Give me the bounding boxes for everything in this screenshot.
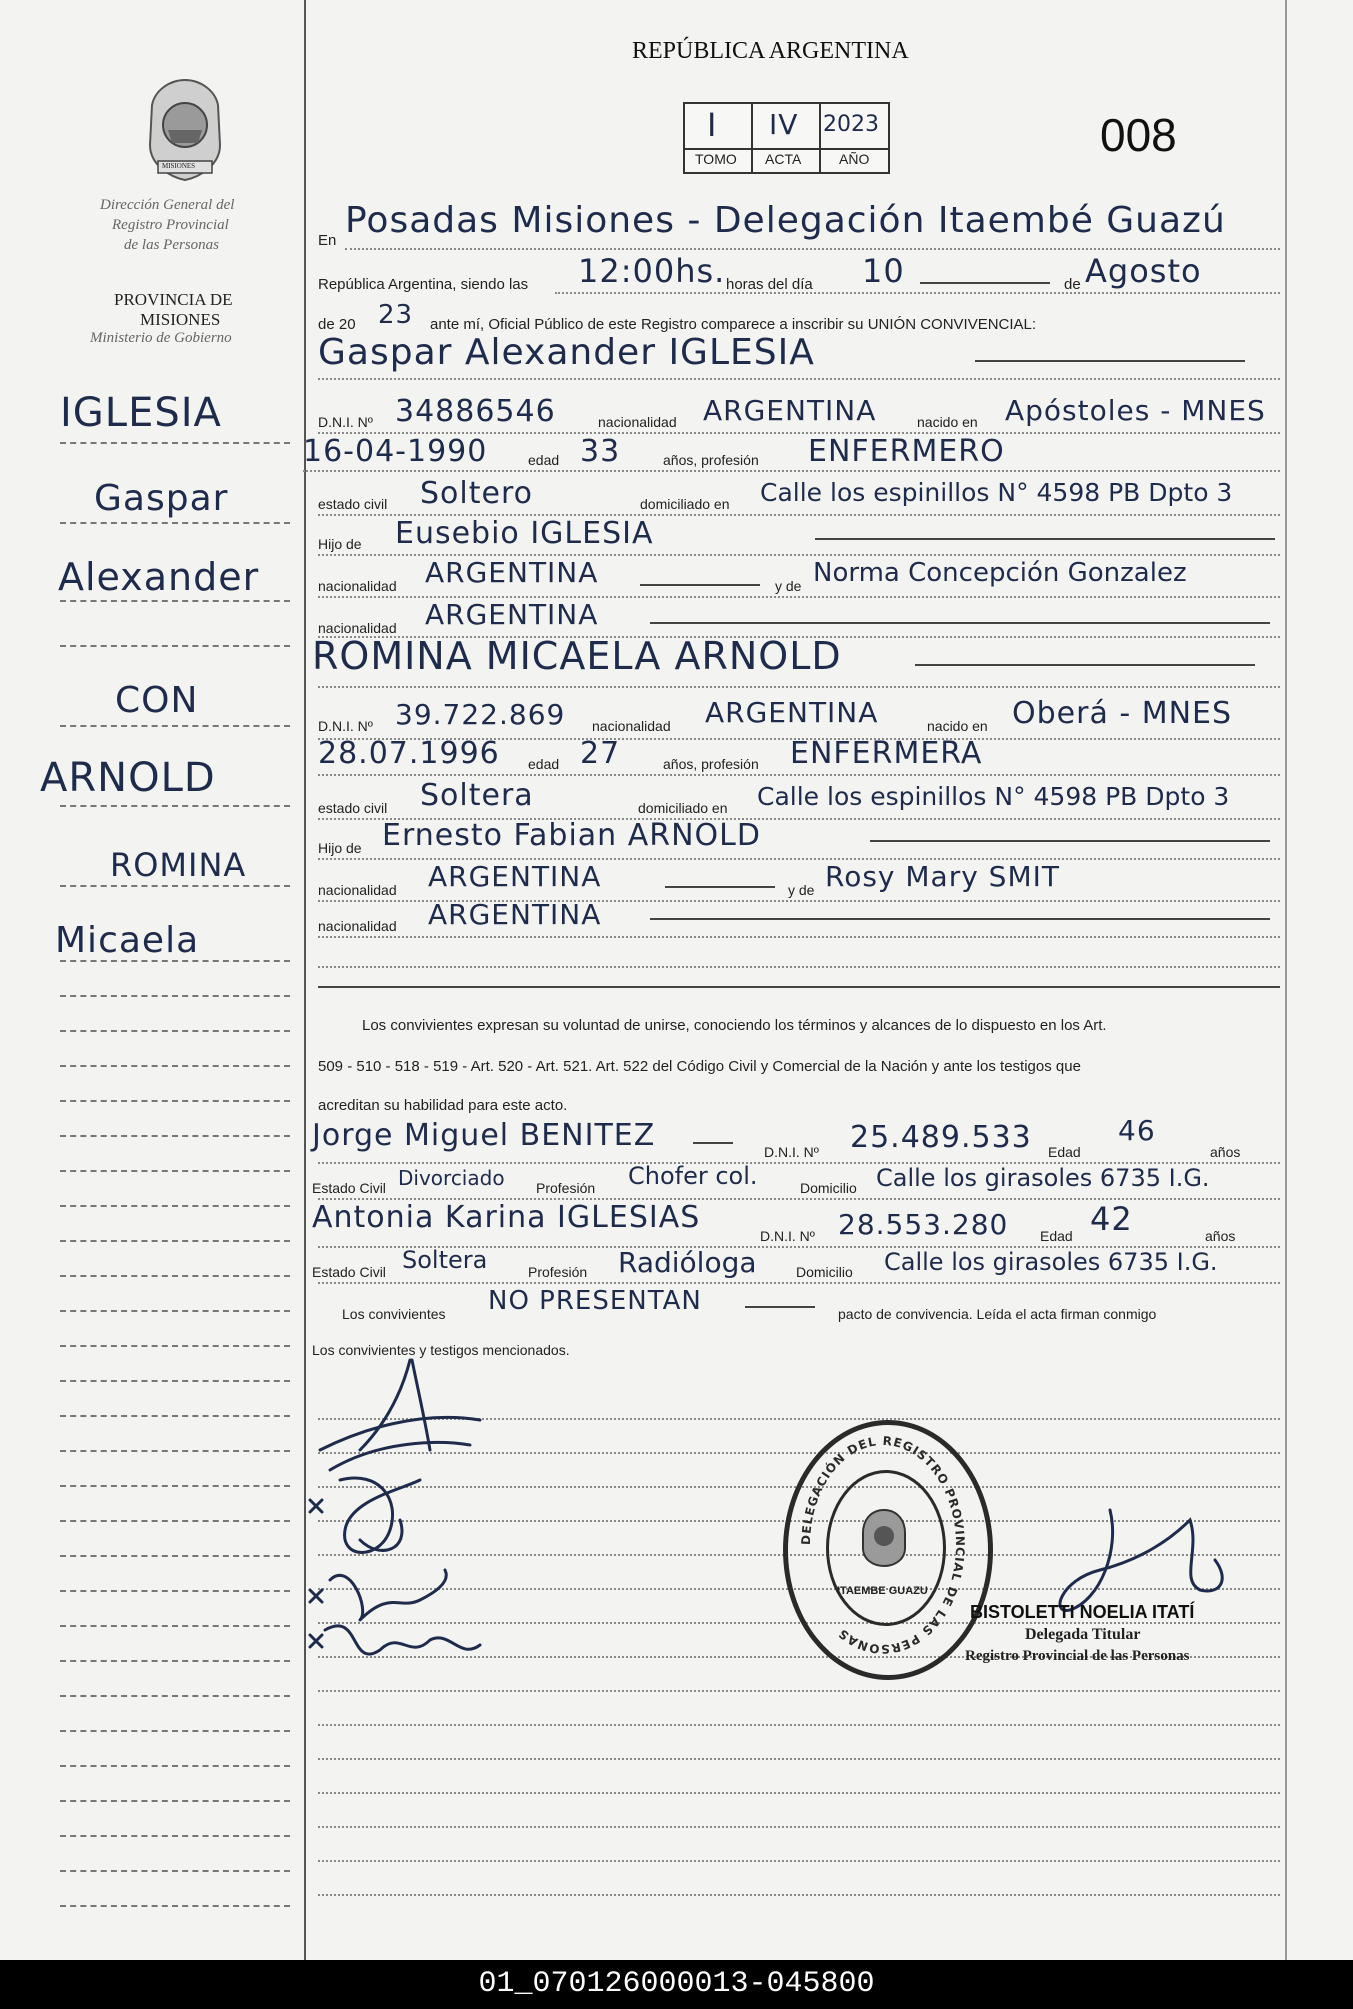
p2-civil-status: Soltera (420, 778, 534, 813)
p1-born-label: nacido en (917, 414, 978, 430)
stamp-center-text: ITAEMBE GUAZU (837, 1585, 928, 1597)
name-dash (650, 622, 1270, 624)
province-line-1: PROVINCIA DE (114, 290, 233, 309)
p2-nat-label: nacionalidad (592, 718, 671, 734)
act-intro: ante mí, Oficial Público de este Registro comparece a inscribir su UNIÓN CONVIVENCIAL: (430, 316, 1037, 333)
name-dash (640, 584, 760, 586)
fill-line (303, 470, 1280, 472)
witness1-name: Jorge Miguel BENITEZ (312, 1118, 656, 1153)
p2-civil-label: estado civil (318, 800, 388, 816)
p2-birthplace: Oberá - MNES (1012, 696, 1233, 731)
p2-mother-label: y de (788, 882, 815, 898)
label-republica: República Argentina, siendo las (318, 276, 529, 293)
margin-line (60, 1870, 290, 1872)
margin-surname-2: ARNOLD (40, 755, 216, 801)
official-office: Registro Provincial de las Personas (965, 1648, 1190, 1664)
p2-dni: 39.722.869 (395, 698, 566, 731)
margin-line (60, 645, 290, 647)
margin-line (60, 1135, 290, 1137)
stamp-emblem-icon (859, 1508, 909, 1568)
tomo-value: I (707, 106, 718, 144)
emblem-banner: MISIONES (162, 162, 196, 170)
act-day: 10 (862, 252, 905, 290)
official-name: BISTOLETTI NOELIA ITATÍ (970, 1602, 1195, 1622)
w1-civil-label: Estado Civil (312, 1180, 386, 1196)
province-line-2: MISIONES (140, 310, 221, 329)
country-heading: REPÚBLICA ARGENTINA (632, 38, 909, 64)
day-dash (920, 282, 1050, 284)
person1-full-name: Gaspar Alexander IGLESIA (318, 332, 815, 373)
act-time: 12:00hs. (578, 252, 726, 290)
p2-age: 27 (580, 736, 621, 771)
w2-civil-label: Estado Civil (312, 1264, 386, 1280)
closing-pact-text: pacto de convivencia. Leída el acta firman conmigo (838, 1306, 1157, 1322)
p1-prof-label: años, profesión (663, 452, 759, 468)
name-dash (815, 538, 1275, 540)
act-place: Posadas Misiones - Delegación Itaembé Guazú (345, 200, 1226, 241)
p1-father-nat-label: nacionalidad (318, 578, 397, 594)
w2-edad-label: Edad (1040, 1228, 1073, 1244)
p2-addr-label: domiciliado en (638, 800, 728, 816)
p2-mother-nationality: ARGENTINA (428, 898, 602, 931)
name-dash (650, 918, 1270, 920)
fill-line (318, 966, 1280, 968)
p1-nat-label: nacionalidad (598, 414, 677, 430)
acta-value: IV (769, 108, 799, 141)
org-line-2: Registro Provincial (112, 217, 229, 233)
official-stamp (783, 1420, 993, 1680)
margin-line (60, 442, 290, 444)
p1-civil-label: estado civil (318, 496, 388, 512)
p1-profession: ENFERMERO (808, 434, 1005, 469)
p2-father: Ernesto Fabian ARNOLD (382, 818, 761, 853)
w1-dni-label: D.N.I. Nº (764, 1144, 819, 1160)
margin-line (60, 1730, 290, 1732)
margin-name-1a: Gaspar (94, 478, 229, 519)
signature-line (318, 1758, 1280, 1760)
fill-line (318, 686, 1280, 688)
witness2-dni: 28.553.280 (838, 1208, 1009, 1241)
name-dash (870, 840, 1270, 842)
signature-line (318, 1894, 1280, 1896)
p2-edad-label: edad (528, 756, 560, 772)
margin-line (60, 1520, 290, 1522)
witness1-dni: 25.489.533 (850, 1120, 1032, 1155)
acta-label: ACTA (765, 151, 802, 167)
label-horas: horas del día (726, 276, 813, 293)
margin-line (60, 1065, 290, 1067)
legal-line-1: Los convivientes expresan su voluntad de unirse, conociendo los términos y alcances de lo dispuesto en los Art. (362, 1017, 1107, 1034)
witness1-profession: Chofer col. (628, 1162, 758, 1190)
stamp-inner-ring (826, 1470, 946, 1626)
closing-line-2: Los convivientes y testigos mencionados. (312, 1342, 570, 1358)
label-en: En (318, 232, 337, 249)
margin-line (60, 600, 290, 602)
signature-line (318, 1724, 1280, 1726)
tomo-acta-ano-box (683, 102, 890, 174)
margin-name-2b: Micaela (55, 920, 200, 961)
witness1-civil-status: Divorciado (398, 1166, 505, 1190)
margin-connector: CON (115, 680, 199, 721)
pact-answer: NO PRESENTAN (488, 1286, 702, 1316)
act-year: 23 (378, 300, 414, 330)
right-edge-rule (1285, 0, 1287, 1960)
p1-addr-label: domiciliado en (640, 496, 730, 512)
margin-line (60, 1835, 290, 1837)
p1-address: Calle los espinillos N° 4598 PB Dpto 3 (760, 478, 1233, 507)
margin-surname-1: IGLESIA (60, 390, 222, 436)
margin-line (60, 522, 290, 524)
ano-label: AÑO (839, 151, 870, 167)
witness2-age: 42 (1090, 1200, 1133, 1238)
fill-line (318, 936, 1280, 938)
margin-line (60, 1415, 290, 1417)
person2-full-name: ROMINA MICAELA ARNOLD (312, 634, 842, 678)
p2-nationality: ARGENTINA (705, 696, 879, 729)
margin-line (60, 1240, 290, 1242)
fill-line (555, 292, 1280, 294)
w2-anos-label: años (1205, 1228, 1236, 1244)
p2-mother-nat-label: nacionalidad (318, 918, 397, 934)
witness1-address: Calle los girasoles 6735 I.G. (876, 1164, 1210, 1192)
w1-addr-label: Domicilio (800, 1180, 857, 1196)
margin-line (60, 1555, 290, 1557)
p1-dni: 34886546 (395, 394, 556, 429)
fill-line (345, 248, 1280, 250)
witness1-age: 46 (1118, 1114, 1156, 1147)
margin-line (60, 1030, 290, 1032)
label-de: de (1064, 276, 1081, 293)
p1-civil-status: Soltero (420, 476, 533, 511)
margin-line (60, 1100, 290, 1102)
p1-birth-date: 16-04-1990 (303, 434, 488, 469)
margin-line (60, 885, 290, 887)
w1-edad-label: Edad (1048, 1144, 1081, 1160)
p1-mother-label: y de (775, 578, 802, 594)
name-dash (915, 664, 1255, 666)
name-dash (975, 360, 1245, 362)
margin-line (60, 995, 290, 997)
p2-dni-label: D.N.I. Nº (318, 718, 373, 734)
p1-mother: Norma Concepción Gonzalez (813, 558, 1187, 588)
org-line-3: de las Personas (124, 237, 219, 253)
section-divider (318, 986, 1280, 988)
signatures-graphic (300, 1330, 500, 1690)
w2-dni-label: D.N.I. Nº (760, 1228, 815, 1244)
label-de-20: de 20 (318, 316, 356, 333)
margin-line (60, 725, 290, 727)
margin-line (60, 805, 290, 807)
margin-line (60, 1485, 290, 1487)
witness2-profession: Radióloga (618, 1246, 757, 1279)
signature-line (318, 1792, 1280, 1794)
fill-line (318, 774, 1280, 776)
closing-label: Los convivientes (342, 1306, 446, 1322)
margin-line (60, 1310, 290, 1312)
p1-father-label: Hijo de (318, 536, 362, 552)
name-dash (745, 1306, 815, 1308)
ano-value: 2023 (823, 112, 879, 137)
fill-line (318, 1282, 1280, 1284)
p2-father-nat-label: nacionalidad (318, 882, 397, 898)
p2-birth-date: 28.07.1996 (318, 736, 500, 771)
signature-line (318, 1860, 1280, 1862)
w1-prof-label: Profesión (536, 1180, 596, 1196)
margin-line (60, 1800, 290, 1802)
name-dash (693, 1142, 733, 1144)
record-number: 008 (1100, 109, 1177, 161)
p2-father-label: Hijo de (318, 840, 362, 856)
witness2-name: Antonia Karina IGLESIAS (312, 1200, 701, 1235)
p2-prof-label: años, profesión (663, 756, 759, 772)
act-month: Agosto (1085, 252, 1202, 290)
margin-line (60, 1275, 290, 1277)
margin-line (60, 1660, 290, 1662)
p1-age: 33 (580, 434, 621, 469)
official-title: Delegada Titular (1025, 1626, 1141, 1643)
p1-edad-label: edad (528, 452, 560, 468)
margin-name-2a: ROMINA (110, 846, 247, 884)
svg-text:DELEGACIÓN DEL REGISTRO PROVIN: DELEGACIÓN DEL REGISTRO PROVINCIAL DE LAS PERSONAS (798, 1433, 968, 1657)
w2-prof-label: Profesión (528, 1264, 588, 1280)
signature-line (318, 1690, 1280, 1692)
p1-mother-nat-label: nacionalidad (318, 620, 397, 636)
p1-dni-label: D.N.I. Nº (318, 414, 373, 430)
scan-code-bar: 01_070126000013-045800 (0, 1960, 1353, 2009)
signature-line (318, 1826, 1280, 1828)
ministry-line: Ministerio de Gobierno (90, 330, 232, 346)
p2-father-nationality: ARGENTINA (428, 860, 602, 893)
name-dash (665, 886, 775, 888)
p2-born-label: nacido en (927, 718, 988, 734)
p2-address: Calle los espinillos N° 4598 PB Dpto 3 (757, 782, 1230, 811)
tomo-label: TOMO (695, 151, 737, 167)
p1-father: Eusebio IGLESIA (395, 516, 654, 551)
margin-line (60, 1625, 290, 1627)
witness2-civil-status: Soltera (402, 1246, 488, 1274)
margin-line (60, 1345, 290, 1347)
p2-profession: ENFERMERA (790, 736, 983, 771)
margin-line (60, 1205, 290, 1207)
legal-line-2: 509 - 510 - 518 - 519 - Art. 520 - Art. 521. Art. 522 del Código Civil y Comercial de la Nación y ante los testigos que (318, 1058, 1081, 1075)
margin-line (60, 1170, 290, 1172)
margin-name-1b: Alexander (58, 555, 260, 599)
margin-line (60, 1450, 290, 1452)
margin-line (60, 1380, 290, 1382)
p1-nationality: ARGENTINA (703, 394, 877, 427)
margin-line (60, 1905, 290, 1907)
margin-line (60, 960, 290, 962)
fill-line (318, 378, 1280, 380)
p1-birthplace: Apóstoles - MNES (1005, 394, 1266, 427)
margin-line (60, 1590, 290, 1592)
legal-line-3: acreditan su habilidad para este acto. (318, 1097, 568, 1114)
margin-line (60, 1695, 290, 1697)
p2-mother: Rosy Mary SMIT (825, 860, 1060, 893)
margin-line (60, 1765, 290, 1767)
w2-addr-label: Domicilio (796, 1264, 853, 1280)
p1-father-nationality: ARGENTINA (425, 556, 599, 589)
org-line-1: Dirección General del (100, 197, 235, 213)
p1-mother-nationality: ARGENTINA (425, 598, 599, 631)
witness2-address: Calle los girasoles 6735 I.G. (884, 1248, 1218, 1276)
w1-anos-label: años (1210, 1144, 1241, 1160)
